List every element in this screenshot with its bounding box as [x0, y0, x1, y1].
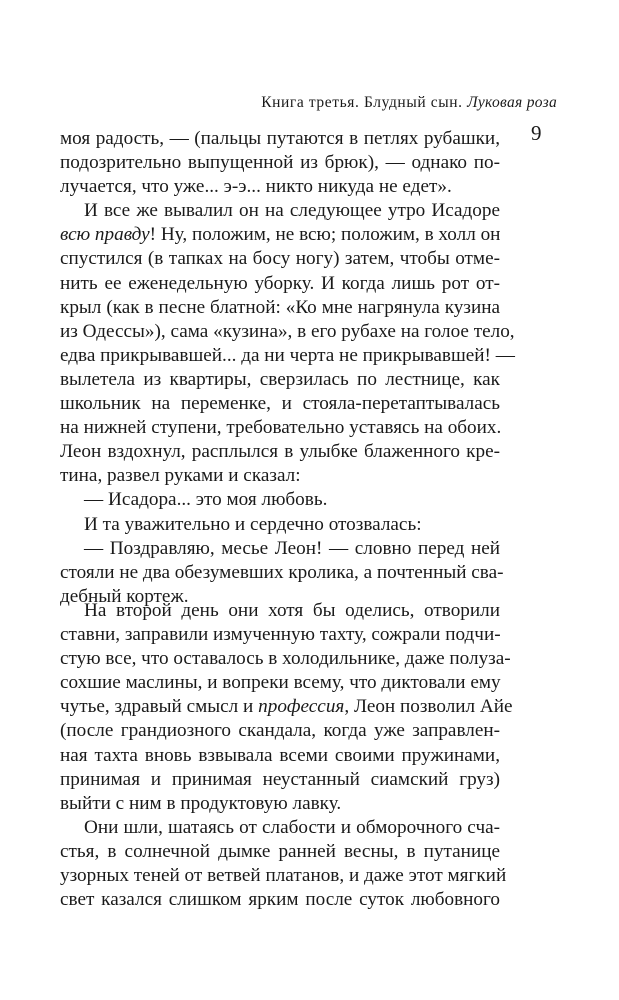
text-run: ная тахта вновь взвывала всеми своими пружинами, — [60, 744, 500, 766]
text-line — [60, 647, 511, 671]
text-line — [60, 296, 500, 320]
text-run: на нижней ступени, требовательно уставясь на обоих. — [60, 417, 502, 439]
text-line — [60, 671, 500, 695]
text-line — [60, 127, 500, 151]
italic-text: всю правду — [60, 224, 150, 246]
text-run: дебный кортеж. — [60, 585, 189, 607]
text-run: тина, развел руками и сказал: — [60, 465, 301, 487]
text-run: стояли не два обезумевших кролика, а почтенный сва- — [60, 561, 504, 583]
text-run: выйти с ним в продуктовую лавку. — [60, 792, 342, 814]
italic-text: профессия — [258, 696, 345, 718]
text-line — [60, 599, 500, 623]
text-run: вылетела из квартиры, сверзилась по лестнице, как — [60, 368, 500, 390]
text-line — [60, 151, 500, 175]
text-run: лучается, что уже... э-э... никто никуда не едет». — [60, 176, 452, 198]
text-run: Они шли, шатаясь от слабости и обморочного сча- — [84, 816, 500, 838]
text-run: И та уважительно и сердечно отозвалась: — [84, 513, 422, 535]
text-line — [60, 623, 500, 647]
text-line — [60, 561, 504, 585]
text-line — [60, 888, 500, 912]
text-run: школьник на переменке, и стояла-перетаптывалась — [60, 393, 500, 415]
text-line — [60, 864, 507, 888]
header-chapter-title: Луковая роза — [467, 94, 557, 111]
text-line — [60, 247, 500, 271]
text-line — [60, 320, 515, 344]
text-run: — Поздравляю, месье Леон! — словно перед ней — [84, 537, 500, 559]
text-run: сохшие маслины, и вопреки всему, что диктовали ему — [60, 672, 501, 694]
text-line — [60, 272, 500, 296]
text-line — [60, 816, 500, 840]
text-run: (после грандиозного скандала, когда уже заправлен- — [60, 720, 500, 742]
text-run: чутье, здравый смысл и — [60, 696, 259, 718]
text-line — [60, 792, 500, 816]
text-run: подозрительно выпущенной из брюк), — однако по- — [60, 152, 500, 174]
running-header — [60, 94, 557, 112]
text-line — [60, 744, 500, 768]
text-line — [60, 416, 500, 440]
text-run: — Исадора... это моя любовь. — [84, 489, 328, 511]
text-line — [60, 344, 515, 368]
text-run: И все же вывалил он на следующее утро Исадоре — [84, 200, 500, 222]
text-run: узорных теней от ветвей платанов, и даже этот мягкий — [60, 865, 507, 887]
text-run: принимая и принимая неустанный сиамский груз) — [60, 768, 500, 790]
text-run: На второй день они хотя бы оделись, отворили — [84, 600, 500, 621]
text-run: стую все, что оставалось в холодильнике, даже полуза- — [60, 648, 511, 670]
text-line — [60, 840, 500, 864]
text-line — [60, 392, 500, 416]
text-line — [60, 768, 500, 792]
text-line — [60, 719, 500, 743]
text-run: , Леон позволил Айе — [344, 696, 513, 718]
text-line — [60, 440, 500, 464]
text-run: стья, в солнечной дымке ранней весны, в путанице — [60, 840, 500, 862]
text-line — [60, 695, 513, 719]
text-run: из Одессы»), сама «кузина», в его рубахе на голое тело, — [60, 320, 515, 342]
text-line — [60, 199, 500, 223]
text-run: спустился (в тапках на босу ногу) затем, чтобы отме- — [60, 248, 500, 270]
text-run: нить ее еженедельную уборку. И когда лишь рот от- — [60, 272, 500, 294]
text-line — [60, 513, 500, 537]
text-line — [60, 223, 500, 247]
text-line — [60, 368, 500, 392]
text-run: свет казался слишком ярким после суток любовного — [60, 889, 500, 911]
text-run: моя радость, — (пальцы путаются в петлях рубашки, — [60, 128, 500, 149]
text-run: ! Ну, положим, не всю; положим, в холл он — [149, 224, 501, 246]
text-line — [60, 175, 500, 199]
text-run: ставни, заправили измученную тахту, сожрали подчи- — [60, 624, 501, 646]
text-section-1 — [60, 127, 515, 609]
text-line — [60, 464, 500, 488]
page-number: 9 — [531, 121, 542, 145]
text-section-2 — [60, 599, 513, 912]
text-line — [60, 537, 500, 561]
text-run: Леон вздохнул, расплылся в улыбке блаженного кре- — [60, 441, 500, 463]
text-run: крыл (как в песне блатной: «Ко мне нагрянула кузина — [60, 296, 500, 318]
text-run: едва прикрывавшей... да ни черта не прикрывавшей! — — [60, 344, 515, 366]
text-line — [60, 488, 500, 512]
header-book-title: Книга третья. Блудный сын. — [261, 94, 463, 111]
